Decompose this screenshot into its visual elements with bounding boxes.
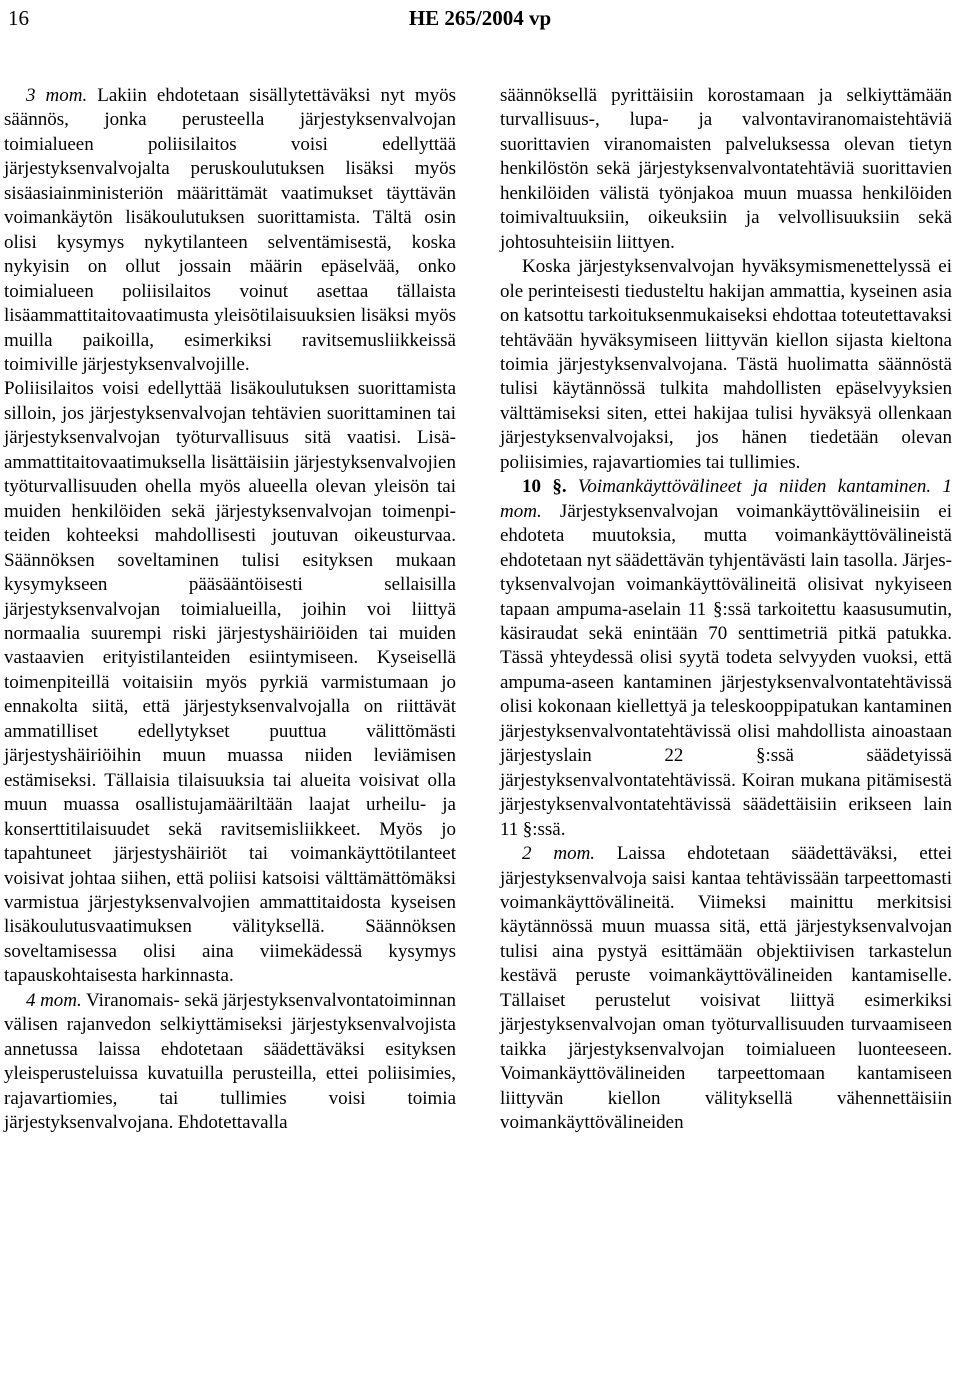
right-column [500, 84, 952, 1135]
paragraph-section-10 [500, 475, 952, 842]
subsection-label: 2 mom. [522, 843, 596, 865]
section-number: 10 §. [522, 476, 567, 498]
paragraph-text: Viranomais- sekä järjestyksenvalvontatoiminnan välisen rajanvedon selkiyttämiseksi järjestyksenvalvojista annetussa laissa ehdotetaan säädettäväksi esityksen yleisperusteluissa kuvatuilla perusteilla, ettei poliisimies, rajavartiomies, tai tullimies voisi toimia järjestyksenvalvojana. Ehdotettavalla [4, 989, 456, 1134]
paragraph-hyvaksymismenettely: Koska järjestyksenvalvojan hyväksymismenettelyssä ei ole perinteisesti tiedusteltu hakijan ammattia, kyseinen asia on katsottu tarkoituksenmukaiseksi ehdottaa toteutettavaksi tehtävään hyväksymiseen liittyvän kiellon sijasta kieltona toimia järjestyksenvalvojana. Tästä huolimatta säännöstä tulisi käytännössä tulkita mahdollisten epäselvyyksien välttämiseksi siten, ettei hakijaa tulisi hyväksyä ollenkaan järjestyksenvalvojaksi, jos hänen tiedetään olevan poliisimies, rajavartiomies tai tullimies. [500, 256, 952, 473]
page-header [8, 4, 952, 34]
section-heading: Voimankäyttövälineet ja niiden kantaminen. 1 mom. [500, 476, 952, 522]
paragraph-3-mom [4, 84, 456, 377]
left-column [4, 84, 456, 1135]
paragraph-continuation: säännöksellä pyrittäisiin korostamaan ja selkiyttämään turvallisuus-, lupa- ja valvontaviranomaistehtäviä suorittavien viranomaisten palveluksessa olevan tietyn henkilöstön sekä järjestyksenvalvontatehtäviä suorittavien henkilöiden välistä työnjakoa muun muassa henkilöiden toimivaltuuksiin, oikeuksiin ja velvollisuuksiin sekä johtosuhteisiin liittyen. [500, 85, 952, 253]
page-number: 16 [8, 6, 29, 30]
paragraph-4-mom [4, 989, 456, 1136]
paragraph-text: Laissa ehdotetaan säädettäväksi, ettei järjestyksenvalvoja saisi kantaa tehtävissään tarpeettomasti voimankäyttövälineitä. Viimeksi mainittu merkitsisi käytännössä muun muassa sitä, että järjestyksenvalvojan tulisi aina pystyä esittämään objektiivisen tarkastelun kestävä peruste voimankäyttövälineiden kantamiselle. Tällaiset perustelut voisivat liittyä esimerkiksi järjestyksenvalvojan oman työturvallisuuden turvaamiseen taikka järjestyksenvalvojan toimialueen luonteeseen. Voimankäyttövälineiden tarpeettomaan kantamiseen liittyvän kiellon välityksellä vähennettäisiin voimankäyttövälineiden [500, 843, 952, 1134]
subsection-label: 3 mom. [26, 85, 88, 106]
paragraph-lisakoulutus: Poliisilaitos voisi edellyttää lisäkoulutuksen suorittamista silloin, jos järjestyksenvalvojan tehtävien suorittaminen tai järjestyksenvalvojan työturvallisuus sitä vaatisi. Lisäammattitaitovaatimuksella lisättäisiin järjestyksenvalvojien työturvallisuuden ohella myös alueella olevan yleisön tai muiden henkilöiden sekä järjestyksenvalvojan toimenpiteiden kohteeksi mahdollisesti joutuvan oikeusturvaa. Säännöksen soveltaminen tulisi esityksen mukaan kysymykseen pääsääntöisesti sellaisilla järjestyksenvalvojan toimialueilla, joihin voi liittyä normaalia suurempi riski järjestyshäiriöiden tai muiden vastaavien erityistilanteiden esiintymiseen. Kyseisellä toimenpiteillä voitaisiin myös pyrkiä varmistumaan jo ennakolta siitä, että järjestyksenvalvojalla on riittävät ammatilliset edellytykset puuttua välittömästi järjestyshäiriöihin muun muassa niiden leviämisen estämiseksi. Tällaisia tilaisuuksia tai alueita voisivat olla muun muassa osallistujamääriltään laajat urheilu- ja konserttitilaisuudet sekä ravitsemisliikkeet. Myös jo tapahtuneet järjestyshäiriöt tai voimankäyttötilanteet voisivat johtaa siihen, että poliisi katsoisi välttämättömäksi varmistua järjestyksenvalvojien ammattitaidosta kyseisen lisäkoulutusvaatimuksen välityksellä. Säännöksen soveltamisessa olisi aina viimekädessä kysymys tapauskohtaisesta harkinnasta. [4, 378, 456, 987]
document-id: HE 265/2004 vp [408, 6, 552, 30]
paragraph-2-mom [500, 842, 952, 1135]
paragraph-text: Lakiin ehdotetaan sisällytettäväksi nyt myös säännös, jonka perusteella järjestyksenvalvojan toimialueen poliisilaitos voisi edellyttää järjestyksenvalvojalta peruskoulutuksen lisäksi myös sisäasiainministeriön määrittämät vaatimukset täyttävän voimankäytön lisäkoulutuksen suorittamista. Tältä osin olisi kysymys nykytilanteen selventämisestä, koska nykyisin on ollut jossain määrin epäselvää, onko toimialueen poliisilaitos voinut asettaa tällaista lisäammattitaitovaatimusta yleisötilaisuuksien lisäksi myös muilla paikoilla, esimerkiksi ravitsemusliikkeissä toimiville järjestyksenvalvojille. [4, 85, 456, 375]
paragraph-text: Järjestyksenvalvojan voimankäyttövälineisiin ei ehdoteta muutoksia, mutta voimankäyttövälineistä ehdotetaan nyt säädettävän tyhjentävästi lain tasolla. Järjestyksenvalvojan voimankäyttövälineitä olisivat nykyiseen tapaan ampuma-aselain 11 §:ssä tarkoitettu kaasusumutin, käsiraudat sekä enintään 70 senttimetriä pitkä patukka. Tässä yhteydessä olisi syytä todeta selvyyden vuoksi, että ampuma-aseen kantaminen järjestyksenvalvontatehtävissä olisi kokonaan kiellettyä ja teleskooppipatukan kantaminen järjestyksenvalvontatehtävissä olisi mahdollista ainoastaan järjestyslain 22 §:ssä säädetyissä järjestyksenvalvontatehtävissä. Koiran mukana pitämisestä järjestyksenvalvontatehtävissä säädettäisiin erikseen lain 11 §:ssä. [500, 500, 952, 840]
subsection-label: 4 mom. [26, 989, 82, 1011]
